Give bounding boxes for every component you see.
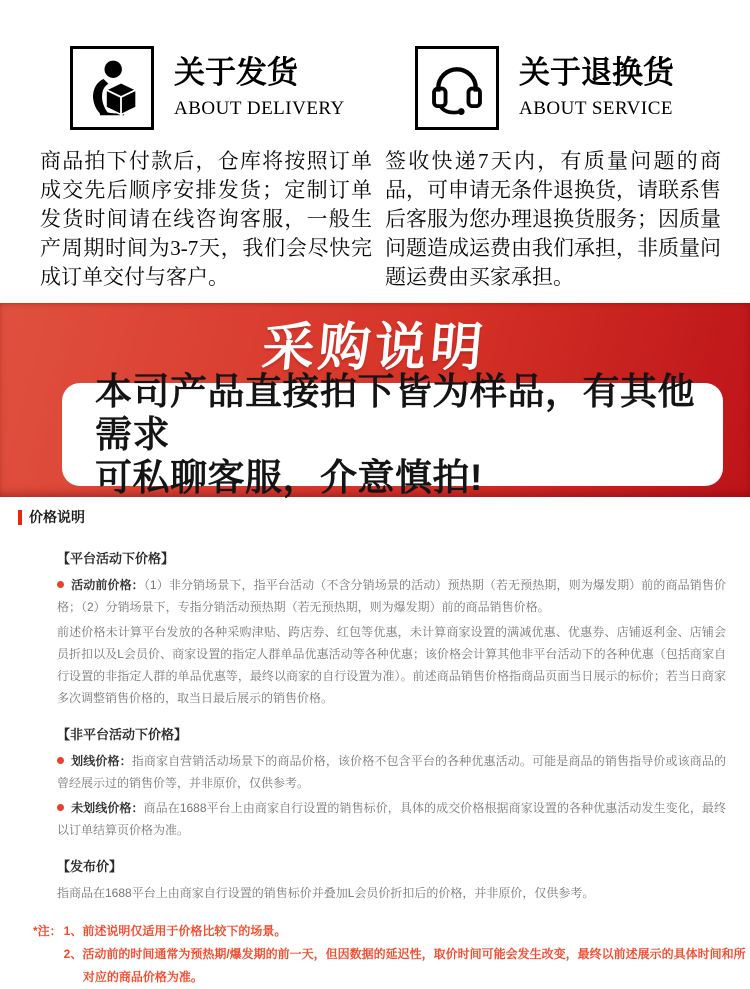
headset-icon bbox=[428, 59, 486, 117]
service-info-column bbox=[385, 0, 721, 292]
group-heading: 【平台活动下价格】 bbox=[57, 551, 175, 566]
price-notes bbox=[33, 920, 750, 989]
service-header bbox=[415, 46, 721, 130]
group-heading: 【发布价】 bbox=[57, 859, 123, 874]
price-item bbox=[57, 621, 726, 709]
price-item bbox=[57, 574, 726, 618]
price-item-text: 商品在1688平台上由商家自行设置的销售标价，具体的成交价格根据商家设置的各种优惠活动发生变化，最终以订单结算页价格为准。 bbox=[57, 801, 726, 837]
note-item: 2、活动前的时间通常为预热期/爆发期的前一天，但因数据的延迟性，取价时间可能会发生改变，最终以前述展示的具体时间和所对应的商品价格为准。 bbox=[63, 947, 746, 984]
red-bar-icon bbox=[18, 510, 22, 525]
price-item-text: （1）非分销场景下，指平台活动（不含分销场景的活动）预热期（若无预热期，则为爆发期）前的商品销售价格；（2）分销场景下，专指分销活动预热期（若无预热期，则为爆发期）前的商品销售价格。 bbox=[57, 578, 726, 614]
note-item: 1、前述说明仅适用于价格比较下的场景。 bbox=[63, 924, 287, 938]
price-item-text: 指商品在1688平台上由商家自行设置的销售标价并叠加L会员价折扣后的价格，并非原价，仅供参考。 bbox=[57, 886, 595, 900]
delivery-icon-box bbox=[70, 46, 154, 130]
service-titles bbox=[519, 46, 674, 130]
price-item-text: 指商家自营销活动场景下的商品价格，该价格不包含平台的各种优惠活动。可能是商品的销售指导价或该商品的曾经展示过的销售价等，并非原价，仅供参考。 bbox=[57, 754, 726, 790]
delivery-title-zh: 关于发货 bbox=[174, 55, 298, 90]
price-group-platform bbox=[57, 548, 726, 709]
delivery-title-en: ABOUT DELIVERY bbox=[174, 97, 345, 119]
red-dot-icon bbox=[57, 581, 64, 588]
price-item-term: 划线价格： bbox=[71, 754, 132, 768]
notes-list bbox=[64, 920, 750, 989]
service-title-en: ABOUT SERVICE bbox=[519, 97, 674, 119]
price-group-publish bbox=[57, 856, 726, 904]
group-heading: 【非平台活动下价格】 bbox=[57, 727, 188, 742]
banner-message-box bbox=[62, 371, 723, 498]
delivery-header bbox=[70, 46, 372, 130]
price-item bbox=[57, 797, 726, 841]
red-dot-icon bbox=[57, 757, 64, 764]
price-group-nonplatform bbox=[57, 724, 726, 841]
banner-message-line1: 本司产品直接拍下皆为样品，有其他需求 bbox=[95, 371, 695, 455]
price-item-text: 前述价格未计算平台发放的各种采购津贴、跨店券、红包等优惠，未计算商家设置的满减优惠、优惠券、店铺返利金、店铺会员折扣以及L会员价、商家设置的指定人群单品优惠活动等各种优惠；该价格会计算其他非平台活动下的各种优惠（包括商家自行设置的非指定人群的单品优惠等，最终以商家的自行设置为准）。前述商品销售价格指商品页面当日展示的标价；若当日商家多次调整销售价格的，取当日最后展示的销售价格。 bbox=[57, 625, 726, 705]
price-item bbox=[57, 882, 726, 904]
notes-prefix: *注： bbox=[33, 924, 62, 938]
service-title-zh: 关于退换货 bbox=[519, 55, 674, 90]
service-body-text: 签收快递7天内，有质量问题的商品，可申请无条件退换货，请联系售后客服为您办理退换货服务；因质量问题造成运费由我们承担，非质量问题运费由买家承担。 bbox=[385, 149, 721, 289]
banner-message-line2: 可私聊客服，介意慎拍! bbox=[95, 457, 483, 498]
price-section-header bbox=[18, 507, 750, 527]
delivery-person-box-icon bbox=[83, 59, 141, 117]
red-dot-icon bbox=[57, 804, 64, 811]
price-explanation-section bbox=[0, 497, 750, 989]
price-item-term: 活动前价格： bbox=[71, 578, 144, 592]
top-info-section bbox=[0, 0, 750, 303]
price-item bbox=[57, 750, 726, 794]
delivery-body-text: 商品拍下付款后，仓库将按照订单成交先后顺序安排发货；定制订单发货时间请在线咨询客服，一般生产周期时间为3-7天，我们会尽快完成订单交付与客户。 bbox=[40, 149, 372, 289]
banner-title: 采购说明 bbox=[259, 319, 489, 377]
price-section-title: 价格说明 bbox=[29, 509, 85, 525]
delivery-info-column bbox=[40, 0, 372, 292]
delivery-titles bbox=[174, 46, 345, 130]
price-item-term: 未划线价格： bbox=[71, 801, 144, 815]
purchase-notice-banner bbox=[0, 303, 750, 497]
banner-message bbox=[95, 370, 723, 499]
price-section-content bbox=[57, 548, 726, 904]
service-icon-box bbox=[415, 46, 499, 130]
